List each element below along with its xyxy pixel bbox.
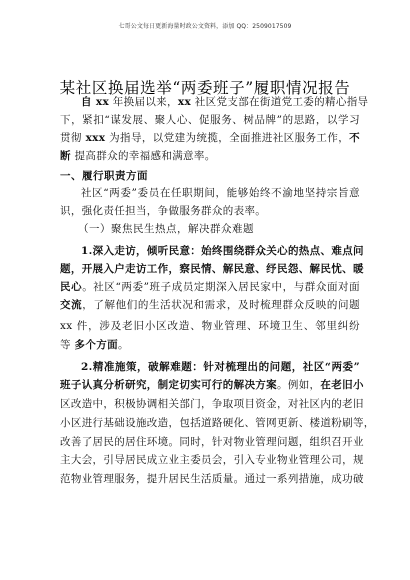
intro-text: 贯彻 [60, 132, 86, 144]
intro-line-1 [60, 93, 369, 111]
section-heading: 一、履行职责方面 [60, 170, 148, 182]
intro-bold-year: 自 xx [81, 96, 110, 108]
intro-bold-word: 断 [60, 150, 71, 162]
intro-line-2: 下，紧扣“谋发展、聚人心、促服务、树品牌”的思路，以学习 [60, 114, 360, 126]
item1-bold: 1.深入走访，倾听民意：始终围绕群众关心的热点、难点问 [81, 245, 364, 257]
intro-bold-word: 不 [349, 132, 360, 144]
header-note: 七哥公文每日更新海量时政公文资料，添加 QQ：2509017509 [118, 23, 292, 30]
item1-bold: 民心 [60, 281, 83, 293]
item2-text: 。例如， [277, 379, 321, 391]
item1-text: ，了解他们的生活状况和需求，及时梳理群众反映的问题 [82, 299, 361, 311]
item1-line-1 [60, 242, 364, 260]
item2-line-2 [60, 376, 364, 394]
item1-text: 。 [117, 339, 129, 351]
item2-line-5: 改善了居民的居住环境。同时，针对物业管理问题，组织召开业 [60, 436, 364, 448]
item1-line-2: 题，开展入户走访工作，察民情、解民意、纾民怨、解民忧、暖 [60, 263, 364, 275]
document-title: 某社区换届选举“两委班子”履职情况报告 [59, 79, 351, 97]
item2-line-1 [60, 358, 360, 376]
section1-para-line-1 [60, 184, 360, 202]
item1-bold: 交流 [60, 299, 83, 311]
item2-bold: 班子认真分析研究，制定切实可行的解决方案 [60, 379, 277, 391]
item1-text: 。社区“两委”班子成员定期深入居民家中，与群众面对面 [82, 281, 360, 293]
subsection-heading: （一）聚焦民生热点，解决群众难题 [78, 223, 254, 235]
item2-line-4: 小区进行基础设施改造，包括道路硬化、管网更新、楼道粉刷等， [60, 417, 375, 429]
intro-text: 年换届以来， [109, 96, 178, 108]
item2-line-7: 范物业管理服务，提升居民生活质量。通过一系列措施，成功破 [60, 473, 364, 485]
intro-line-4 [60, 147, 360, 165]
item1-text: 等 [60, 339, 75, 351]
item1-line-6 [60, 336, 360, 354]
section1-para-line-2: 识，强化责任担当，争做服务群众的表率。 [60, 205, 267, 217]
intro-text: 为指导，以党建为统揽，全面推进社区服务工作， [105, 132, 350, 144]
section1-text: 社区“两委”委员在任职期间，能够始终不渝地坚持宗旨意 [81, 187, 360, 199]
intro-bold-guide: xxx [85, 132, 106, 144]
item1-bold: 多个方面 [74, 339, 118, 351]
item2-bold: 2.精准施策，破解难题：针对梳理出的问题，社区“两委” [81, 361, 360, 373]
item1-line-4 [60, 296, 360, 314]
item1-line-5: xx 件，涉及老旧小区改造、物业管理、环境卫生、邻里纠纷 [60, 320, 360, 332]
intro-text: 社区党支部在街道党工委的精心指导 [191, 96, 369, 108]
item1-line-3 [60, 278, 360, 296]
intro-line-3 [60, 129, 360, 147]
item2-line-6: 主大会，引导居民成立业主委员会，引入专业物业管理公司，规 [60, 454, 364, 466]
item2-bold: 在老旧小 [320, 379, 364, 391]
intro-text: 提高群众的幸福感和满意率。 [70, 150, 216, 162]
item2-line-3: 区改造中，积极协调相关部门，争取项目资金，对社区内的老旧 [60, 398, 364, 410]
intro-bold-community: xx [177, 96, 192, 108]
